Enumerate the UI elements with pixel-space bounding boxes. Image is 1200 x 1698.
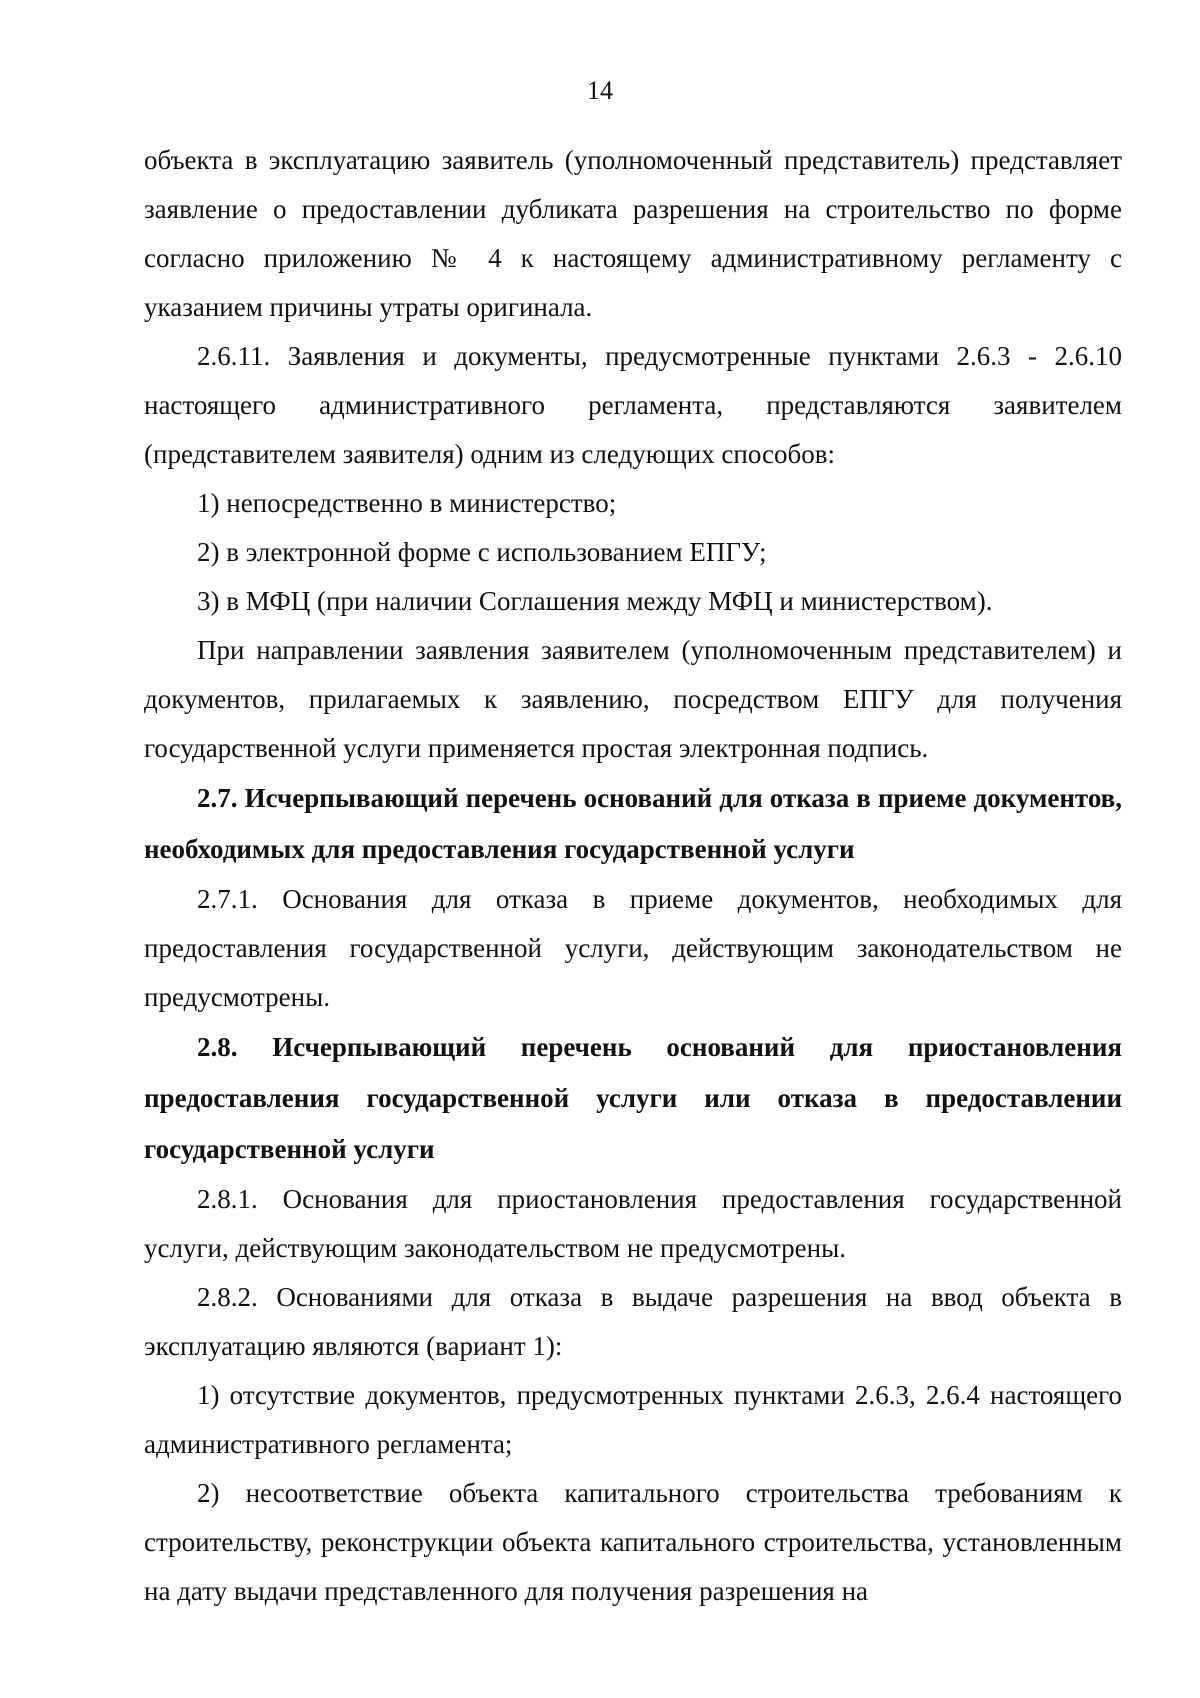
document-body [144, 136, 1122, 1616]
paragraph-2-7-1: 2.7.1. Основания для отказа в приеме документов, необходимых для предоставления государственной услуги, действующим законодательством не предусмотрены. [144, 884, 1122, 1012]
list-item-3: 3) в МФЦ (при наличии Соглашения между МФЦ и министерством). [197, 586, 993, 616]
paragraph-2-8-1: 2.8.1. Основания для приостановления предоставления государственной услуги, действующим законодательством не предусмотрены. [144, 1184, 1122, 1263]
section-heading-2-8: 2.8. Исчерпывающий перечень оснований для приостановления предоставления государственной услуги или отказа в предоставлении государственной услуги [144, 1032, 1122, 1164]
list-item-1: 1) непосредственно в министерство; [197, 488, 617, 518]
paragraph-signature: При направлении заявления заявителем (уполномоченным представителем) и документов, прилагаемых к заявлению, посредством ЕПГУ для получения государственной услуги применяется простая электронная подпись. [144, 635, 1122, 763]
paragraph-2-8-2: 2.8.2. Основаниями для отказа в выдаче разрешения на ввод объекта в эксплуатацию являются (вариант 1): [144, 1282, 1122, 1361]
paragraph-continuation: объекта в эксплуатацию заявитель (уполномоченный представитель) представляет заявление о предоставлении дубликата разрешения на строительство по форме согласно приложению № 4 к настоящему административному регламенту с указанием причины утраты оригинала. [144, 145, 1122, 322]
section-heading-2-7: 2.7. Исчерпывающий перечень оснований для отказа в приеме документов, необходимых для предоставления государственной услуги [144, 783, 1122, 864]
list-item-refusal-1: 1) отсутствие документов, предусмотренных пунктами 2.6.3, 2.6.4 настоящего административного регламента; [144, 1380, 1122, 1459]
list-item-2: 2) в электронной форме с использованием ЕПГУ; [197, 537, 767, 567]
page-number: 14 [587, 76, 613, 105]
paragraph-2-6-11: 2.6.11. Заявления и документы, предусмотренные пунктами 2.6.3 - 2.6.10 настоящего административного регламента, представляются заявителем (представителем заявителя) одним из следующих способов: [144, 341, 1122, 469]
list-item-refusal-2: 2) несоответствие объекта капитального строительства требованиям к строительству, реконструкции объекта капитального строительства, установленным на дату выдачи представленного для получения разрешения на [144, 1478, 1122, 1606]
